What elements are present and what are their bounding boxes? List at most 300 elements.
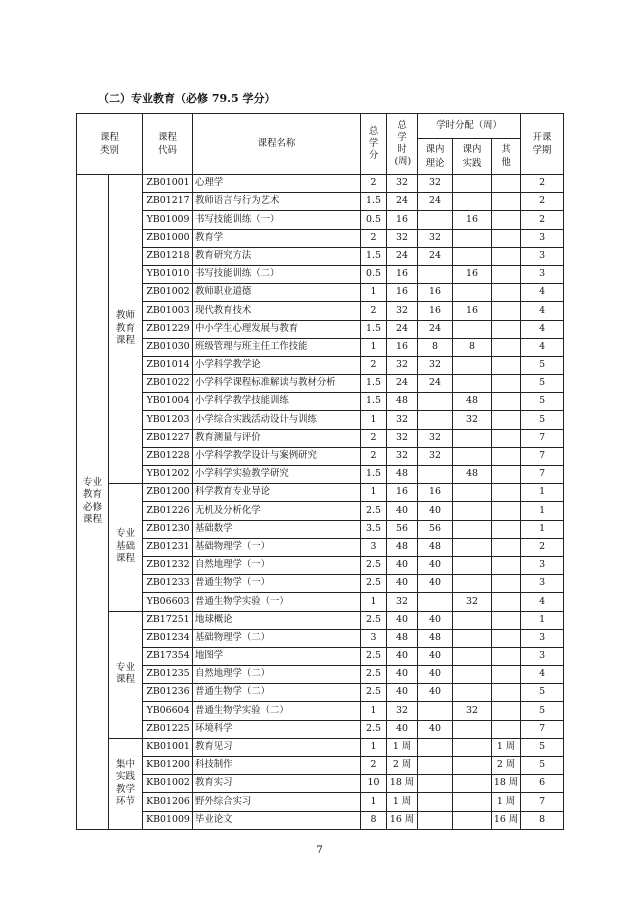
course-name: 基础物理学（一） [193, 538, 361, 556]
course-credits: 1 [361, 338, 387, 356]
course-semester: 3 [521, 575, 564, 593]
table-row [77, 338, 564, 356]
course-credits: 1 [361, 793, 387, 811]
page-number: 7 [316, 845, 323, 856]
course-semester: 1 [521, 611, 564, 629]
course-theory: 32 [418, 229, 453, 247]
course-hours: 24 [387, 320, 418, 338]
course-practice [453, 429, 492, 447]
course-credits: 2 [361, 429, 387, 447]
course-code: YB06603 [143, 593, 193, 611]
table-row [77, 793, 564, 811]
course-practice [453, 666, 492, 684]
course-semester: 5 [521, 375, 564, 393]
table-row [77, 647, 564, 665]
course-practice: 48 [453, 466, 492, 484]
course-other [492, 611, 521, 629]
course-theory: 40 [418, 502, 453, 520]
course-name: 毕业论文 [193, 811, 361, 829]
course-semester: 5 [521, 393, 564, 411]
course-other [492, 575, 521, 593]
course-credits: 2.5 [361, 647, 387, 665]
course-other [492, 320, 521, 338]
course-table-body [77, 175, 564, 830]
course-practice [453, 193, 492, 211]
course-practice [453, 502, 492, 520]
table-row [77, 702, 564, 720]
table-row [77, 429, 564, 447]
course-name: 教育学 [193, 229, 361, 247]
course-hours: 24 [387, 193, 418, 211]
course-practice: 16 [453, 302, 492, 320]
course-code: ZB01200 [143, 484, 193, 502]
course-hours: 48 [387, 538, 418, 556]
course-theory: 24 [418, 375, 453, 393]
course-theory: 32 [418, 447, 453, 465]
course-theory: 8 [418, 338, 453, 356]
course-hours: 40 [387, 666, 418, 684]
course-other [492, 466, 521, 484]
course-hours: 2 周 [387, 757, 418, 775]
course-practice [453, 320, 492, 338]
course-other [492, 593, 521, 611]
course-semester: 8 [521, 811, 564, 829]
table-row [77, 811, 564, 829]
course-semester: 2 [521, 211, 564, 229]
course-practice: 48 [453, 393, 492, 411]
course-theory [418, 466, 453, 484]
course-name: 小学科学教学设计与案例研究 [193, 447, 361, 465]
course-name: 书写技能训练（一） [193, 211, 361, 229]
course-code: ZB01233 [143, 575, 193, 593]
course-practice [453, 720, 492, 738]
course-practice: 16 [453, 265, 492, 283]
table-row [77, 684, 564, 702]
course-code: ZB01217 [143, 193, 193, 211]
course-semester: 4 [521, 666, 564, 684]
course-other [492, 429, 521, 447]
course-code: ZB01001 [143, 175, 193, 193]
header-practice: 课内实践 [453, 139, 492, 175]
course-code: YB01202 [143, 466, 193, 484]
course-code: ZB01218 [143, 247, 193, 265]
course-code: ZB01232 [143, 556, 193, 574]
table-row [77, 484, 564, 502]
table-row [77, 447, 564, 465]
course-hours: 1 周 [387, 738, 418, 756]
course-credits: 1 [361, 411, 387, 429]
course-other [492, 720, 521, 738]
course-other: 2 周 [492, 757, 521, 775]
course-semester: 3 [521, 265, 564, 283]
course-name: 中小学生心理发展与教育 [193, 320, 361, 338]
course-practice [453, 684, 492, 702]
course-practice [453, 229, 492, 247]
course-semester: 7 [521, 429, 564, 447]
table-row [77, 193, 564, 211]
course-credits: 2.5 [361, 611, 387, 629]
course-credits: 2.5 [361, 684, 387, 702]
course-name: 教育测量与评价 [193, 429, 361, 447]
course-code: ZB01003 [143, 302, 193, 320]
course-semester: 3 [521, 247, 564, 265]
course-name: 地球概论 [193, 611, 361, 629]
table-row [77, 502, 564, 520]
course-practice [453, 447, 492, 465]
main-category-cell: 专业教育必修课程 [77, 175, 109, 830]
course-theory: 40 [418, 611, 453, 629]
course-credits: 2 [361, 229, 387, 247]
course-theory: 32 [418, 175, 453, 193]
table-row [77, 629, 564, 647]
course-name: 小学科学课程标准解读与教材分析 [193, 375, 361, 393]
course-practice [453, 793, 492, 811]
course-theory [418, 265, 453, 283]
course-code: ZB01002 [143, 284, 193, 302]
course-code: YB01009 [143, 211, 193, 229]
course-theory [418, 775, 453, 793]
course-other [492, 175, 521, 193]
header-other: 其他 [492, 139, 521, 175]
course-code: YB01203 [143, 411, 193, 429]
course-name: 心理学 [193, 175, 361, 193]
course-theory [418, 793, 453, 811]
course-practice [453, 757, 492, 775]
course-credits: 1.5 [361, 193, 387, 211]
course-practice [453, 575, 492, 593]
course-name: 教育实习 [193, 775, 361, 793]
course-name: 自然地理学（一） [193, 556, 361, 574]
course-theory: 56 [418, 520, 453, 538]
course-code: KB01009 [143, 811, 193, 829]
course-hours: 16 周 [387, 811, 418, 829]
course-name: 普通生物学（二） [193, 684, 361, 702]
course-hours: 18 周 [387, 775, 418, 793]
course-code: KB01206 [143, 793, 193, 811]
table-row [77, 247, 564, 265]
course-other [492, 193, 521, 211]
table-row [77, 356, 564, 374]
course-code: ZB17251 [143, 611, 193, 629]
course-code: KB01200 [143, 757, 193, 775]
course-practice [453, 738, 492, 756]
course-hours: 32 [387, 175, 418, 193]
course-semester: 4 [521, 338, 564, 356]
course-hours: 1 周 [387, 793, 418, 811]
course-credits: 2.5 [361, 666, 387, 684]
course-credits: 1 [361, 702, 387, 720]
course-hours: 40 [387, 611, 418, 629]
course-name: 自然地理学（二） [193, 666, 361, 684]
course-other [492, 375, 521, 393]
course-name: 无机及分析化学 [193, 502, 361, 520]
course-hours: 32 [387, 593, 418, 611]
course-theory [418, 811, 453, 829]
course-hours: 32 [387, 356, 418, 374]
course-semester: 5 [521, 411, 564, 429]
course-semester: 4 [521, 284, 564, 302]
course-semester: 7 [521, 720, 564, 738]
table-row [77, 720, 564, 738]
course-practice [453, 538, 492, 556]
course-name: 教师语言与行为艺术 [193, 193, 361, 211]
course-other [492, 666, 521, 684]
course-other [492, 484, 521, 502]
course-theory: 32 [418, 356, 453, 374]
course-code: ZB01226 [143, 502, 193, 520]
section-title: （二）专业教育（必修 79.5 学分） [98, 92, 276, 105]
course-name: 科学教育专业导论 [193, 484, 361, 502]
table-row [77, 738, 564, 756]
course-credits: 2 [361, 302, 387, 320]
course-other [492, 538, 521, 556]
course-semester: 3 [521, 556, 564, 574]
table-row [77, 775, 564, 793]
course-practice [453, 811, 492, 829]
course-hours: 40 [387, 720, 418, 738]
header-code: 课程代码 [143, 114, 193, 175]
course-credits: 2 [361, 175, 387, 193]
course-hours: 40 [387, 556, 418, 574]
course-credits: 1 [361, 593, 387, 611]
header-name: 课程名称 [193, 114, 361, 175]
course-practice [453, 484, 492, 502]
course-hours: 16 [387, 265, 418, 283]
course-credits: 2.5 [361, 502, 387, 520]
course-hours: 40 [387, 647, 418, 665]
course-semester: 5 [521, 356, 564, 374]
course-code: YB06604 [143, 702, 193, 720]
course-practice: 16 [453, 211, 492, 229]
course-semester: 2 [521, 193, 564, 211]
course-name: 小学科学教学技能训练 [193, 393, 361, 411]
course-hours: 24 [387, 375, 418, 393]
course-practice [453, 556, 492, 574]
course-name: 普通生物学实验（一） [193, 593, 361, 611]
course-semester: 7 [521, 447, 564, 465]
course-practice [453, 284, 492, 302]
course-other [492, 229, 521, 247]
course-hours: 32 [387, 429, 418, 447]
course-other [492, 284, 521, 302]
course-practice [453, 356, 492, 374]
table-row [77, 575, 564, 593]
course-semester: 7 [521, 793, 564, 811]
course-hours: 56 [387, 520, 418, 538]
course-practice: 32 [453, 593, 492, 611]
course-name: 科技制作 [193, 757, 361, 775]
table-row [77, 538, 564, 556]
course-code: ZB17354 [143, 647, 193, 665]
course-hours: 32 [387, 229, 418, 247]
course-code: ZB01225 [143, 720, 193, 738]
course-theory: 48 [418, 538, 453, 556]
course-code: ZB01234 [143, 629, 193, 647]
course-hours: 32 [387, 447, 418, 465]
course-other: 1 周 [492, 793, 521, 811]
course-code: ZB01014 [143, 356, 193, 374]
course-practice: 32 [453, 702, 492, 720]
course-semester: 4 [521, 593, 564, 611]
course-theory: 40 [418, 575, 453, 593]
course-other [492, 447, 521, 465]
course-hours: 32 [387, 302, 418, 320]
header-theory: 课内理论 [418, 139, 453, 175]
course-hours: 16 [387, 284, 418, 302]
course-practice: 32 [453, 411, 492, 429]
course-theory [418, 738, 453, 756]
table-row [77, 593, 564, 611]
course-practice [453, 647, 492, 665]
course-semester: 5 [521, 702, 564, 720]
course-code: YB01010 [143, 265, 193, 283]
course-semester: 3 [521, 229, 564, 247]
course-credits: 1 [361, 738, 387, 756]
course-credits: 3.5 [361, 520, 387, 538]
course-hours: 16 [387, 484, 418, 502]
course-credits: 1.5 [361, 247, 387, 265]
course-semester: 7 [521, 466, 564, 484]
course-code: ZB01000 [143, 229, 193, 247]
group-category-cell: 专业基础课程 [109, 484, 143, 611]
course-credits: 1.5 [361, 320, 387, 338]
course-code: KB01001 [143, 738, 193, 756]
course-hours: 24 [387, 247, 418, 265]
course-name: 教师职业道德 [193, 284, 361, 302]
course-practice [453, 375, 492, 393]
course-name: 普通生物学实验（二） [193, 702, 361, 720]
course-credits: 10 [361, 775, 387, 793]
course-name: 基础数学 [193, 520, 361, 538]
course-other [492, 502, 521, 520]
course-practice [453, 611, 492, 629]
table-row [77, 175, 564, 193]
course-code: YB01004 [143, 393, 193, 411]
table-row [77, 284, 564, 302]
course-other: 16 周 [492, 811, 521, 829]
course-practice [453, 247, 492, 265]
course-other [492, 247, 521, 265]
course-semester: 5 [521, 684, 564, 702]
header-semester: 开课学期 [521, 114, 564, 175]
course-hours: 40 [387, 684, 418, 702]
course-semester: 1 [521, 520, 564, 538]
course-name: 基础物理学（二） [193, 629, 361, 647]
header-hours: 总学时(周) [387, 114, 418, 175]
course-theory [418, 593, 453, 611]
course-credits: 0.5 [361, 211, 387, 229]
course-practice [453, 629, 492, 647]
course-theory: 16 [418, 302, 453, 320]
course-semester: 5 [521, 757, 564, 775]
course-semester: 2 [521, 538, 564, 556]
table-row [77, 520, 564, 538]
course-theory: 40 [418, 666, 453, 684]
course-name: 教育研究方法 [193, 247, 361, 265]
course-theory: 48 [418, 629, 453, 647]
course-other [492, 393, 521, 411]
course-theory: 40 [418, 720, 453, 738]
course-other: 1 周 [492, 738, 521, 756]
course-credits: 1.5 [361, 466, 387, 484]
course-code: ZB01231 [143, 538, 193, 556]
course-credits: 3 [361, 629, 387, 647]
course-theory: 32 [418, 429, 453, 447]
course-theory: 40 [418, 647, 453, 665]
course-hours: 32 [387, 411, 418, 429]
course-name: 现代教育技术 [193, 302, 361, 320]
header-credits: 总学分 [361, 114, 387, 175]
course-hours: 48 [387, 393, 418, 411]
course-credits: 1 [361, 484, 387, 502]
course-code: ZB01229 [143, 320, 193, 338]
course-semester: 4 [521, 302, 564, 320]
course-credits: 1 [361, 284, 387, 302]
course-code: ZB01030 [143, 338, 193, 356]
group-category-cell: 教师教育课程 [109, 175, 143, 484]
course-name: 小学科学教学论 [193, 356, 361, 374]
course-name: 野外综合实习 [193, 793, 361, 811]
course-theory: 40 [418, 684, 453, 702]
table-row [77, 211, 564, 229]
course-credits: 2 [361, 757, 387, 775]
header-category: 课程类别 [77, 114, 143, 175]
course-name: 书写技能训练（二） [193, 265, 361, 283]
course-semester: 4 [521, 320, 564, 338]
course-table [76, 113, 564, 830]
group-category-cell: 集中实践教学环节 [109, 738, 143, 829]
course-semester: 2 [521, 175, 564, 193]
course-credits: 2.5 [361, 575, 387, 593]
table-row [77, 411, 564, 429]
course-other [492, 702, 521, 720]
course-theory [418, 411, 453, 429]
course-name: 班级管理与班主任工作技能 [193, 338, 361, 356]
course-other [492, 556, 521, 574]
course-code: ZB01228 [143, 447, 193, 465]
course-practice: 8 [453, 338, 492, 356]
course-credits: 3 [361, 538, 387, 556]
course-code: ZB01235 [143, 666, 193, 684]
course-theory: 16 [418, 484, 453, 502]
course-credits: 0.5 [361, 265, 387, 283]
table-row [77, 302, 564, 320]
course-hours: 48 [387, 466, 418, 484]
table-row [77, 375, 564, 393]
table-row [77, 466, 564, 484]
course-theory: 24 [418, 320, 453, 338]
course-credits: 2.5 [361, 720, 387, 738]
course-hours: 16 [387, 338, 418, 356]
table-row [77, 229, 564, 247]
course-theory [418, 702, 453, 720]
course-theory [418, 211, 453, 229]
table-row [77, 393, 564, 411]
course-name: 教育见习 [193, 738, 361, 756]
course-code: ZB01227 [143, 429, 193, 447]
course-credits: 1.5 [361, 375, 387, 393]
course-semester: 1 [521, 484, 564, 502]
course-credits: 2 [361, 356, 387, 374]
course-credits: 2 [361, 447, 387, 465]
course-theory [418, 393, 453, 411]
course-other [492, 265, 521, 283]
course-name: 环境科学 [193, 720, 361, 738]
course-code: ZB01230 [143, 520, 193, 538]
course-theory [418, 757, 453, 775]
course-theory: 24 [418, 193, 453, 211]
course-other [492, 411, 521, 429]
